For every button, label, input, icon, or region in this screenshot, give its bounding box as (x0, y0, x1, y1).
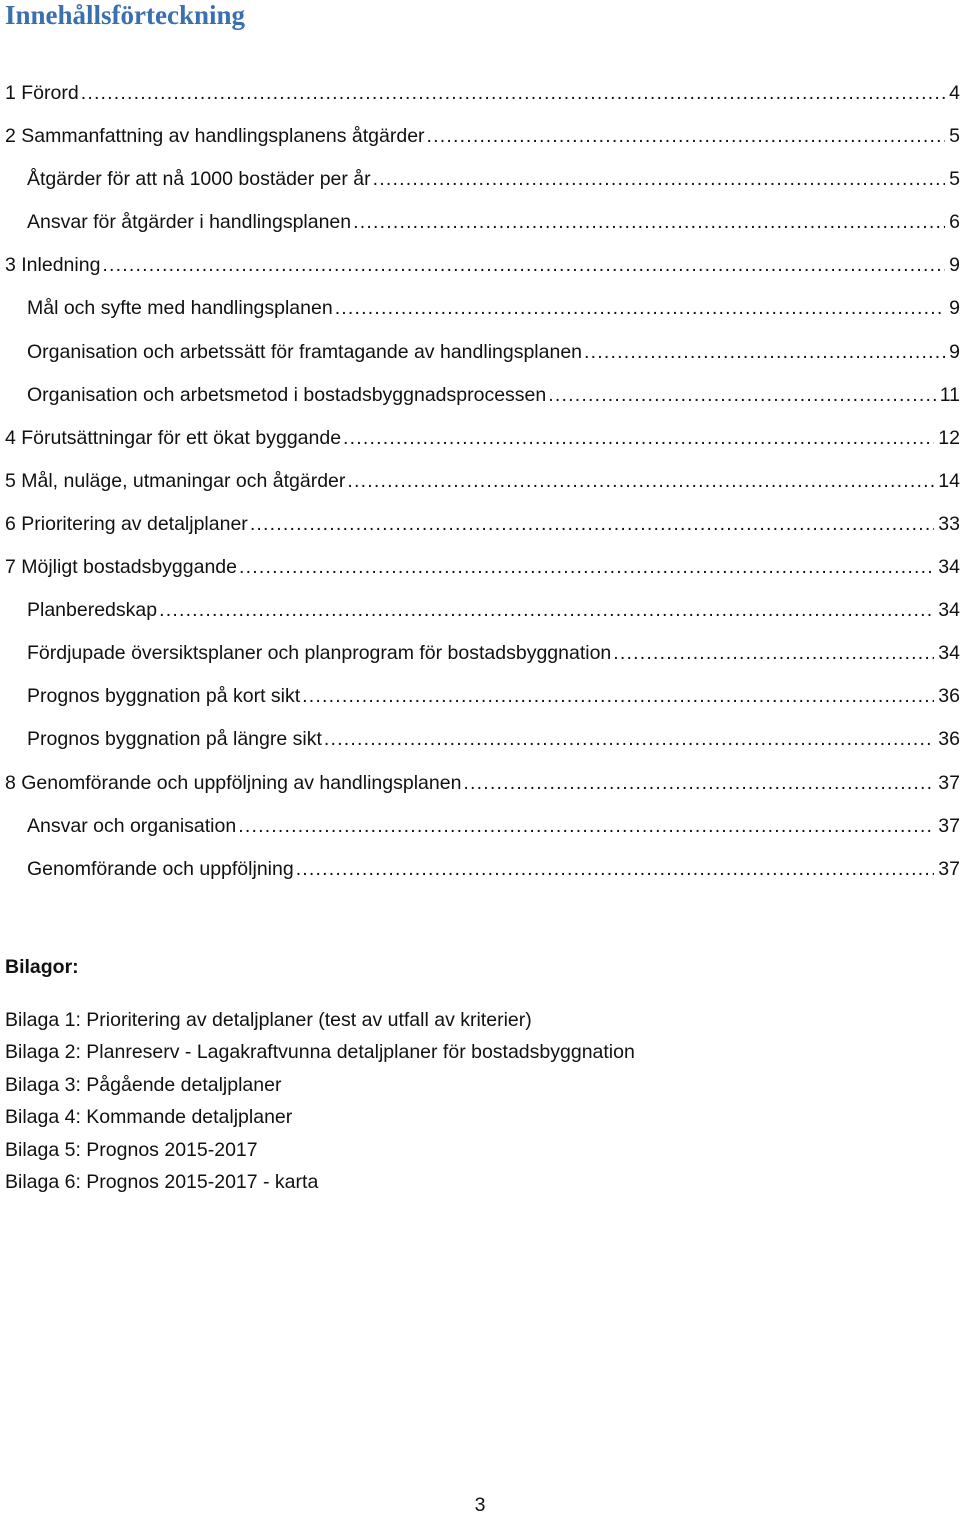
toc-dot-leader (335, 287, 945, 330)
toc-entry-page: 9 (949, 254, 960, 277)
toc-entry-title: Prognos byggnation på kort sikt (27, 685, 301, 708)
toc-entry-title: 5 Mål, nuläge, utmaningar och åtgärder (5, 469, 346, 492)
page-title: Innehållsförteckning (5, 0, 246, 30)
toc-entry[interactable] (5, 675, 960, 718)
toc-dot-leader (463, 762, 934, 805)
toc-dot-leader (548, 374, 936, 417)
toc-entry-page: 37 (938, 857, 960, 880)
toc-entry[interactable] (5, 72, 960, 115)
toc-entry-title: Mål och syfte med handlingsplanen (27, 297, 333, 320)
appendix-item: Bilaga 3: Pågående detaljplaner (5, 1073, 282, 1096)
toc-entry-page: 33 (938, 512, 960, 535)
toc-dot-leader (238, 805, 934, 848)
appendix-list (5, 1004, 635, 1198)
toc-entry-title: 6 Prioritering av detaljplaner (5, 512, 248, 535)
toc-entry[interactable] (5, 848, 960, 891)
toc-entry[interactable] (5, 244, 960, 287)
toc-entry-title: Ansvar och organisation (27, 814, 237, 837)
toc-entry-page: 9 (949, 297, 960, 320)
toc-entry[interactable] (5, 331, 960, 374)
toc-entry[interactable] (5, 374, 960, 417)
toc-entry-title: Genomförande och uppföljning (27, 857, 294, 880)
toc-dot-leader (302, 675, 934, 718)
toc-entry-page: 5 (949, 168, 960, 191)
toc-entry-title: 4 Förutsättningar för ett ökat byggande (5, 426, 342, 449)
toc-entry-title: 8 Genomförande och uppföljning av handlingsplanen (5, 771, 462, 794)
toc-dot-leader (353, 201, 945, 244)
toc-dot-leader (584, 331, 945, 374)
toc-entry[interactable] (5, 805, 960, 848)
toc-entry-page: 34 (938, 642, 960, 665)
toc-entry[interactable] (5, 546, 960, 589)
toc-entry-title: Prognos byggnation på längre sikt (27, 728, 322, 751)
toc-entry-page: 6 (949, 211, 960, 234)
toc-entry-page: 34 (938, 599, 960, 622)
toc-dot-leader (250, 503, 934, 546)
toc-entry[interactable] (5, 287, 960, 330)
toc-entry[interactable] (5, 589, 960, 632)
toc-entry[interactable] (5, 460, 960, 503)
toc-dot-leader (373, 158, 946, 201)
appendix-item: Bilaga 5: Prognos 2015-2017 (5, 1138, 258, 1161)
toc-entry-title: Fördjupade översiktsplaner och planprogram för bostadsbyggnation (27, 642, 612, 665)
toc-entry-title: Ansvar för åtgärder i handlingsplanen (27, 211, 352, 234)
appendix-item: Bilaga 6: Prognos 2015-2017 - karta (5, 1170, 319, 1193)
toc-entry[interactable] (5, 762, 960, 805)
toc-entry-page: 12 (938, 426, 960, 449)
toc-dot-leader (613, 632, 934, 675)
toc-dot-leader (427, 115, 946, 158)
toc-dot-leader (102, 244, 945, 287)
toc-entry[interactable] (5, 201, 960, 244)
toc-entry-title: 1 Förord (5, 82, 79, 104)
table-of-contents (5, 72, 960, 891)
toc-entry-title: Planberedskap (27, 599, 158, 622)
toc-dot-leader (324, 718, 934, 761)
toc-entry-page: 5 (949, 125, 960, 148)
toc-dot-leader (81, 72, 945, 115)
toc-entry[interactable] (5, 632, 960, 675)
appendix-heading: Bilagor: (5, 956, 79, 978)
appendix-item: Bilaga 2: Planreserv - Lagakraftvunna detaljplaner för bostadsbyggnation (5, 1041, 635, 1064)
toc-dot-leader (239, 546, 934, 589)
toc-entry-title: Organisation och arbetsmetod i bostadsbyggnadsprocessen (27, 383, 547, 406)
appendix-item: Bilaga 4: Kommande detaljplaner (5, 1106, 293, 1129)
toc-entry-page: 9 (949, 340, 960, 363)
toc-entry-page: 37 (938, 771, 960, 794)
toc-entry-page: 11 (939, 383, 960, 406)
toc-entry[interactable] (5, 115, 960, 158)
toc-dot-leader (343, 417, 934, 460)
toc-entry-page: 34 (938, 556, 960, 579)
toc-dot-leader (347, 460, 934, 503)
page-number: 3 (474, 1494, 486, 1516)
toc-entry-title: 7 Möjligt bostadsbyggande (5, 556, 237, 579)
toc-entry[interactable] (5, 503, 960, 546)
toc-entry-page: 14 (938, 469, 960, 492)
toc-entry-page: 4 (949, 82, 960, 104)
toc-entry[interactable] (5, 718, 960, 761)
toc-entry-title: Åtgärder för att nå 1000 bostäder per år (27, 168, 371, 191)
appendix-item: Bilaga 1: Prioritering av detaljplaner (test av utfall av kriterier) (5, 1009, 532, 1031)
toc-entry-page: 36 (938, 685, 960, 708)
toc-entry-page: 37 (938, 814, 960, 837)
toc-dot-leader (296, 848, 935, 891)
toc-dot-leader (159, 589, 934, 632)
toc-entry[interactable] (5, 158, 960, 201)
toc-entry-title: Organisation och arbetssätt för framtagande av handlingsplanen (27, 340, 583, 363)
toc-entry-page: 36 (938, 728, 960, 751)
toc-entry-title: 3 Inledning (5, 254, 101, 277)
toc-entry-title: 2 Sammanfattning av handlingsplanens åtgärder (5, 125, 425, 148)
toc-entry[interactable] (5, 417, 960, 460)
